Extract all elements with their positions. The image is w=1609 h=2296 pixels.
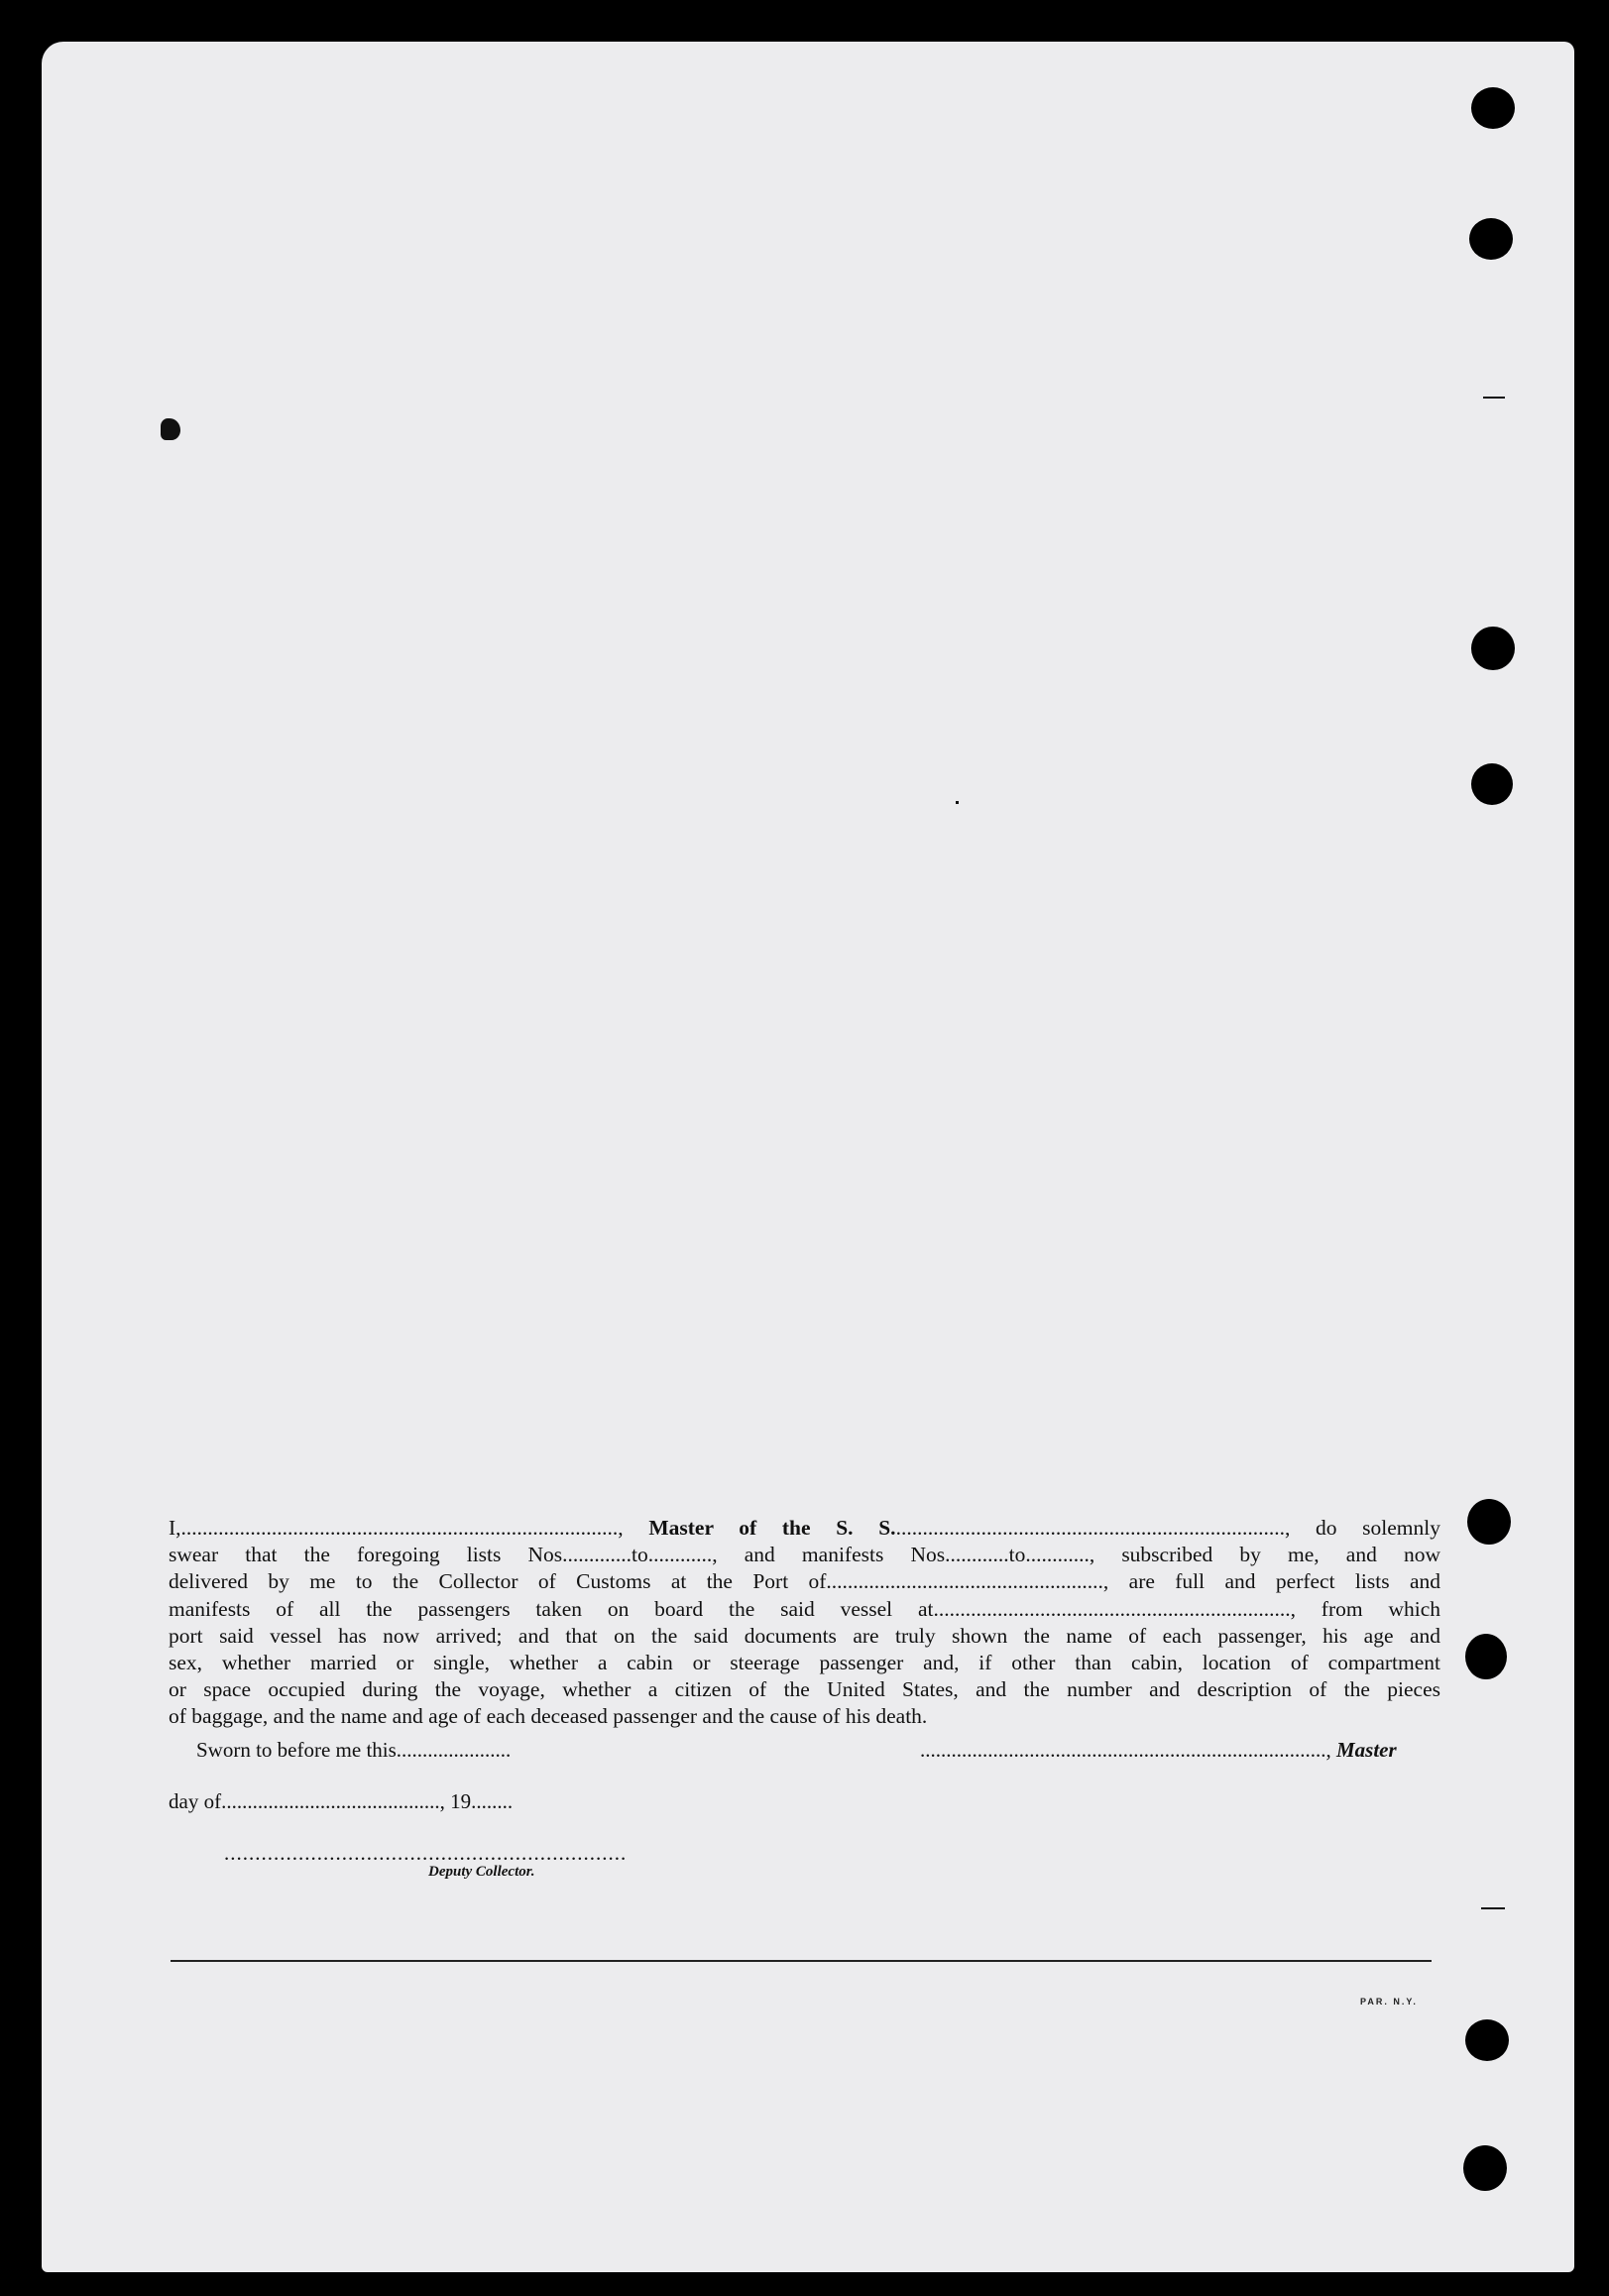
- edge-mark: [1483, 397, 1505, 399]
- day-of-line: day of.........................................., 19........: [169, 1789, 514, 1813]
- deputy-collector-label: Deputy Collector.: [428, 1864, 535, 1880]
- punch-hole: [1471, 763, 1513, 805]
- punch-hole: [1469, 218, 1513, 260]
- oath-line: swear that the foregoing lists Nos.............to............, and manifests Nos............to............, subscribed by me, and now: [169, 1543, 1440, 1567]
- sworn-before-line: Sworn to before me this......................: [196, 1738, 512, 1762]
- printer-mark: PAR. N.Y.: [1360, 1997, 1418, 2007]
- master-signature-line: .............................................................................., Master: [920, 1738, 1397, 1762]
- deputy-signature-line: .................................................................: [224, 1841, 628, 1865]
- punch-hole: [1471, 87, 1515, 129]
- oath-line: port said vessel has now arrived; and that on the said documents are truly shown the name of each passenger, his age and: [169, 1623, 1440, 1648]
- speck: [956, 801, 959, 804]
- ink-blot: [161, 418, 180, 440]
- punch-hole: [1465, 2019, 1509, 2061]
- oath-paragraph: [169, 1515, 1440, 1731]
- horizontal-rule: [171, 1960, 1432, 1962]
- master-of-ss-label: Master of the S. S.: [648, 1516, 896, 1540]
- oath-line: or space occupied during the voyage, whether a citizen of the United States, and the number and description of the pieces: [169, 1677, 1440, 1702]
- edge-mark: [1481, 1907, 1505, 1909]
- oath-line: manifests of all the passengers taken on board the said vessel at..................................................................., from which: [169, 1596, 1440, 1621]
- document-sheet: [42, 42, 1574, 2272]
- punch-hole: [1467, 1499, 1511, 1545]
- punch-hole: [1463, 2145, 1507, 2191]
- master-label: Master: [1336, 1738, 1397, 1762]
- oath-line: sex, whether married or single, whether a cabin or steerage passenger and, if other than cabin, location of compartment: [169, 1651, 1440, 1675]
- oath-line: of baggage, and the name and age of each deceased passenger and the cause of his death.: [169, 1704, 928, 1729]
- oath-line: I,.................................................................................., Master of the S. S.........................................................................., do solemnly: [169, 1516, 1440, 1540]
- oath-line: delivered by me to the Collector of Customs at the Port of...................................................., are full and perfect lists and: [169, 1569, 1440, 1594]
- punch-hole: [1471, 627, 1515, 670]
- punch-hole: [1465, 1634, 1507, 1679]
